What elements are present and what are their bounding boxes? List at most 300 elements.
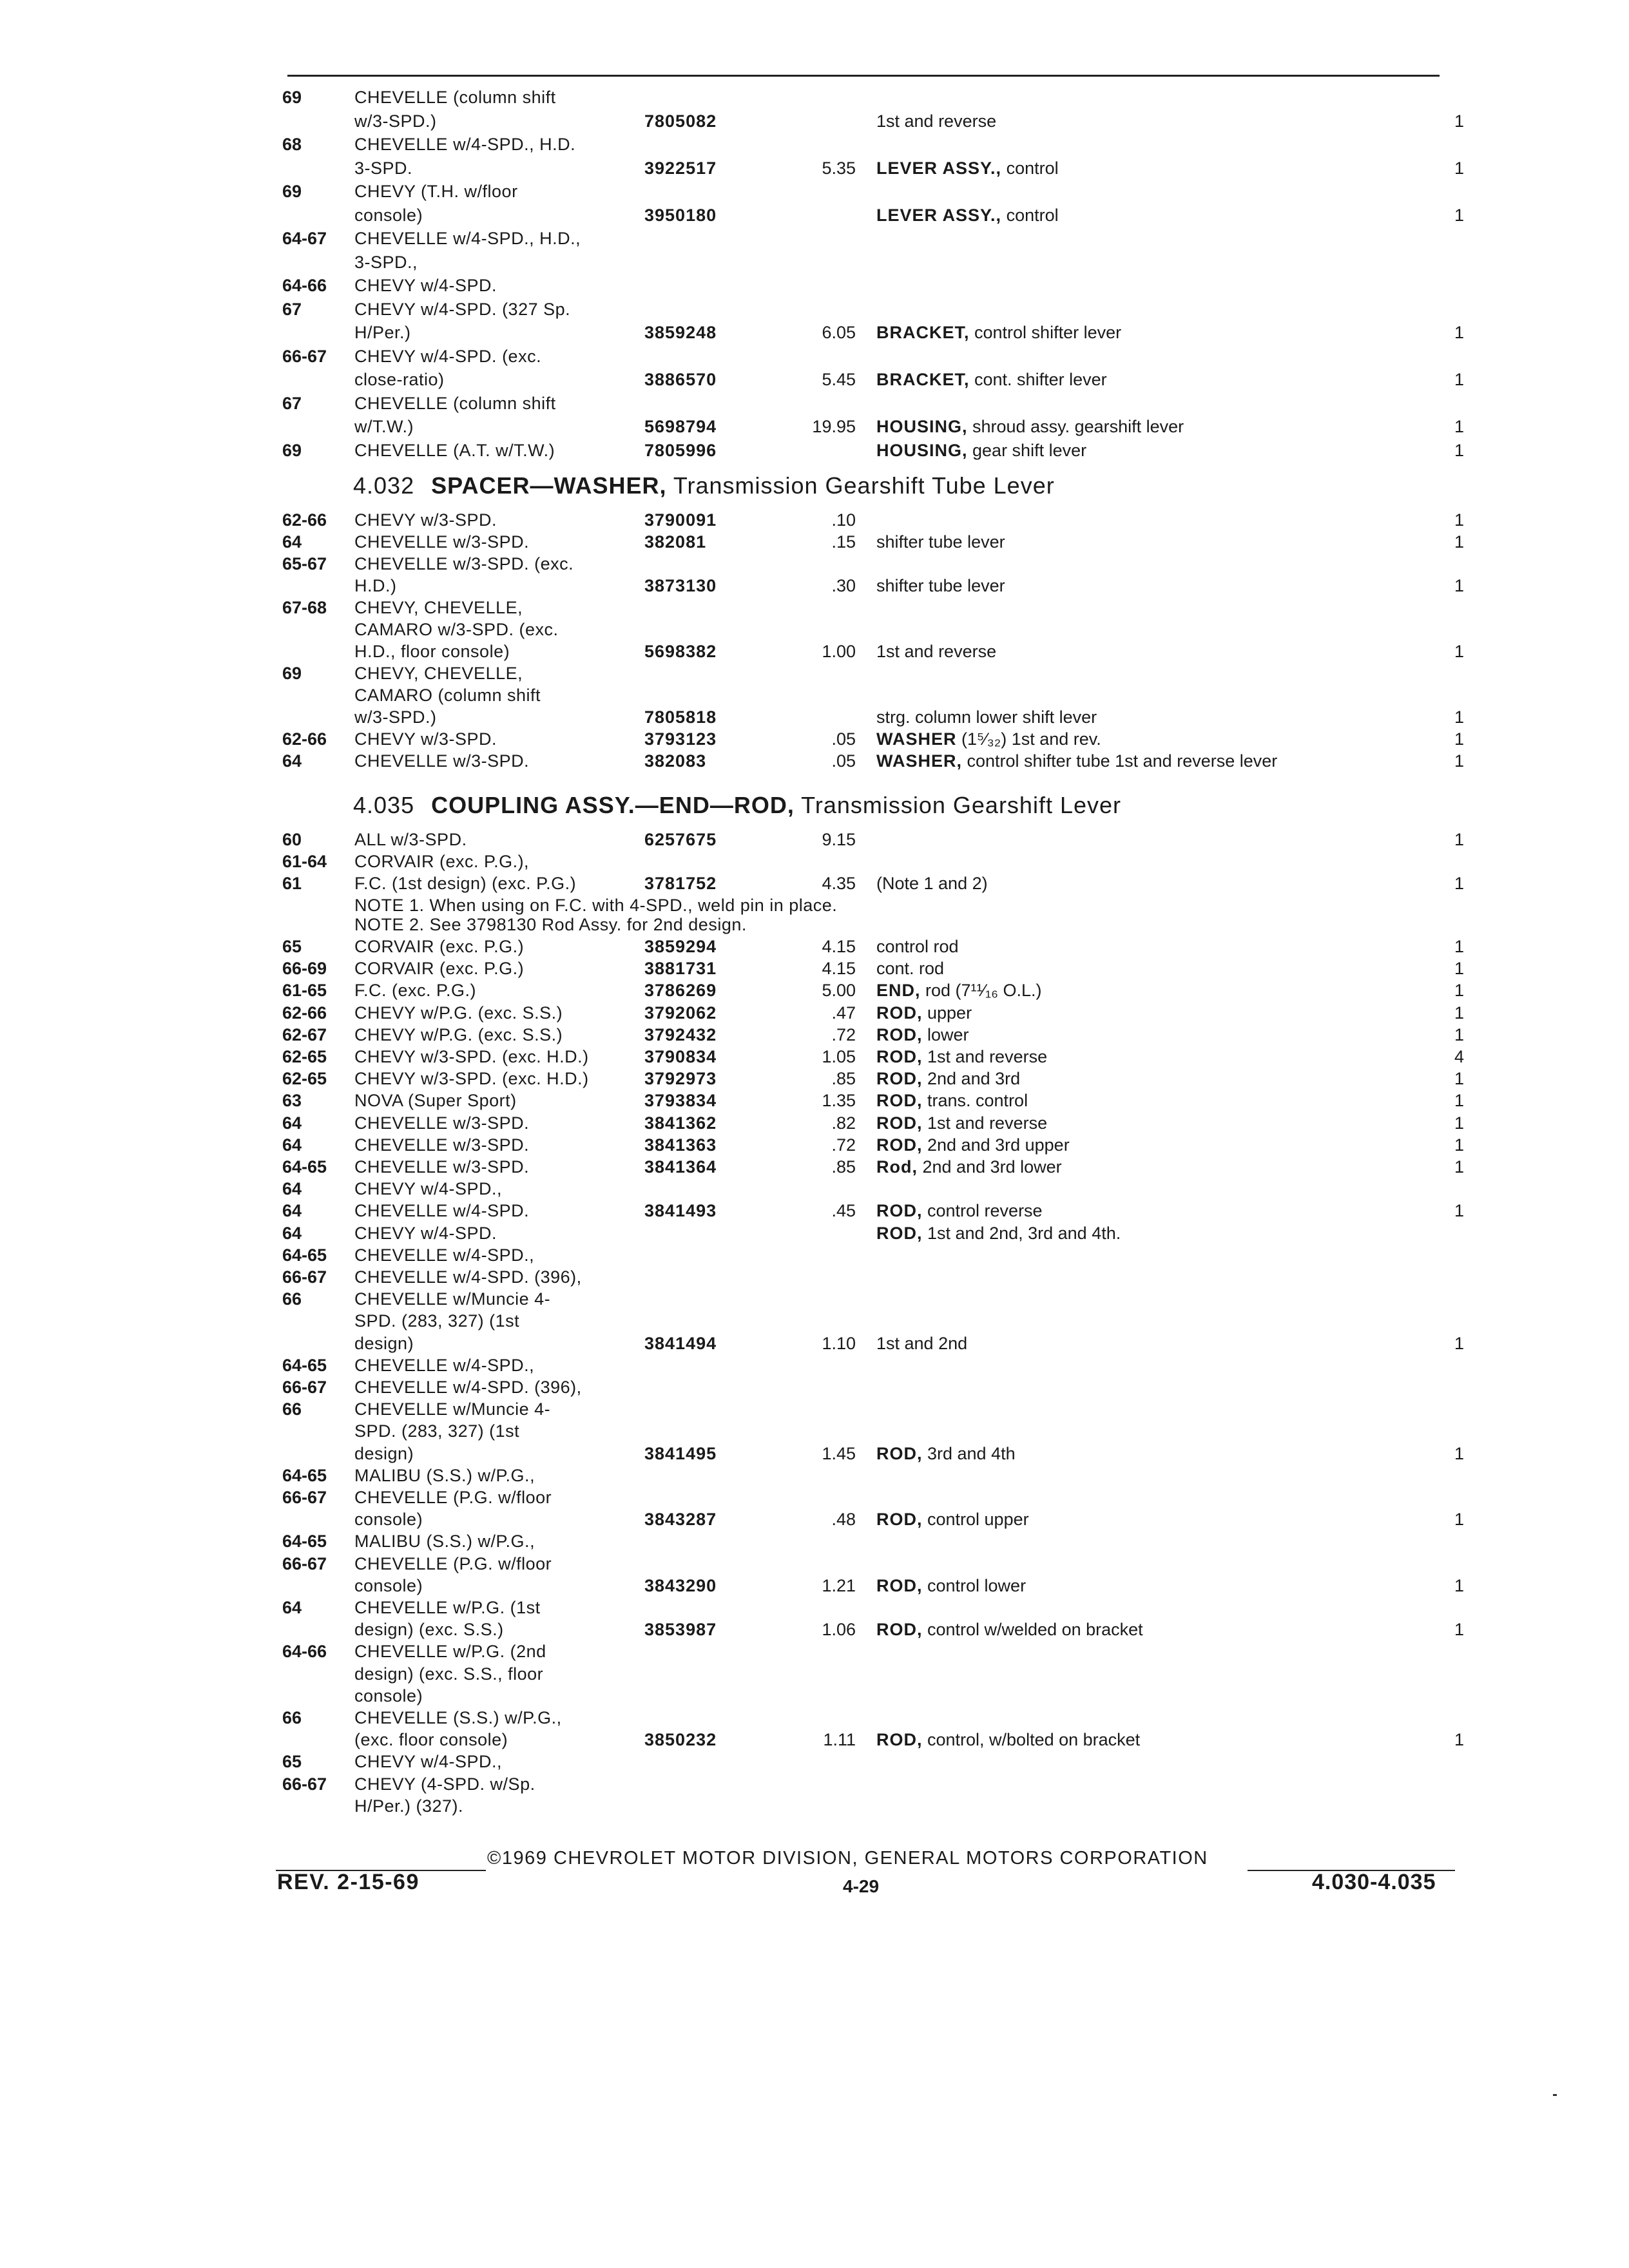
- table-row: [0, 1619, 1629, 1642]
- table-row: [0, 509, 1629, 532]
- quantity-cell: 1: [1454, 370, 1464, 389]
- description-keyword: ROD,: [876, 1201, 923, 1221]
- year-cell: 64-65: [282, 1157, 327, 1177]
- price-cell: .05: [831, 729, 856, 749]
- description-text: 3rd and 4th: [922, 1443, 1016, 1463]
- description-text: control: [1001, 158, 1059, 178]
- description-text: 1st and reverse: [876, 111, 997, 131]
- quantity-cell: 1: [1454, 1069, 1464, 1089]
- application-cell: CHEVY w/4-SPD.,: [354, 1179, 503, 1199]
- quantity-cell: 1: [1454, 1157, 1464, 1177]
- table-row: [0, 1663, 1629, 1686]
- application-cell: CHEVELLE w/3-SPD.: [354, 1157, 530, 1177]
- description-text: control w/welded on bracket: [922, 1620, 1143, 1640]
- table-row: [0, 1575, 1629, 1598]
- table-row: [0, 110, 1629, 133]
- table-row: [0, 274, 1629, 298]
- year-cell: 64: [282, 1598, 302, 1617]
- description-keyword: WASHER: [876, 729, 957, 749]
- description-cell: [876, 204, 1059, 226]
- description-cell: [876, 1443, 1016, 1465]
- table-row: [0, 1773, 1629, 1796]
- application-cell: CHEVELLE w/3-SPD. (exc.: [354, 554, 574, 573]
- description-cell: [876, 416, 1184, 437]
- description-cell: [876, 1068, 1020, 1090]
- table-row: [0, 345, 1629, 369]
- description-text: shifter tube lever: [876, 532, 1005, 552]
- description-text: control rod: [876, 937, 959, 956]
- description-text: control lower: [922, 1575, 1027, 1595]
- quantity-cell: 1: [1454, 1620, 1464, 1640]
- year-cell: 66-67: [282, 1488, 327, 1507]
- year-cell: 64-66: [282, 276, 327, 295]
- description-keyword: ROD,: [876, 1620, 923, 1640]
- price-cell: .85: [831, 1157, 856, 1177]
- application-cell: CHEVY (4-SPD. w/Sp.: [354, 1774, 535, 1794]
- description-text: control shifter tube 1st and reverse lever: [962, 751, 1278, 771]
- table-row: [0, 1112, 1629, 1135]
- description-cell: [876, 575, 1005, 597]
- description-keyword: ROD,: [876, 1510, 923, 1530]
- part-number-cell: 3843287: [644, 1510, 717, 1530]
- price-cell: 1.06: [822, 1620, 856, 1640]
- application-cell: CHEVELLE w/P.G. (1st: [354, 1598, 541, 1617]
- quantity-cell: 1: [1454, 729, 1464, 749]
- application-cell: w/3-SPD.): [354, 111, 437, 131]
- year-cell: 61-65: [282, 981, 327, 1001]
- table-row: [0, 1420, 1629, 1443]
- year-cell: 69: [282, 664, 302, 683]
- description-cell: [876, 957, 944, 979]
- application-cell: CHEVELLE w/4-SPD. (396),: [354, 1267, 582, 1287]
- note-1: NOTE 1. When using on F.C. with 4-SPD., weld pin in place.: [354, 896, 838, 915]
- year-cell: 67: [282, 299, 302, 319]
- table-row: [0, 1222, 1629, 1245]
- year-cell: 64-66: [282, 1642, 327, 1662]
- price-cell: 1.05: [822, 1047, 856, 1066]
- description-keyword: ROD,: [876, 1047, 923, 1066]
- year-cell: 64: [282, 1223, 302, 1243]
- description-text: shifter tube lever: [876, 576, 1005, 595]
- application-cell: F.C. (1st design) (exc. P.G.): [354, 874, 577, 893]
- table-row: [0, 298, 1629, 322]
- year-cell: 66: [282, 1399, 302, 1419]
- description-cell: [876, 1729, 1140, 1751]
- quantity-cell: 1: [1454, 576, 1464, 595]
- quantity-cell: 1: [1454, 959, 1464, 979]
- application-cell: CHEVELLE w/3-SPD.: [354, 751, 530, 771]
- part-number-cell: 3793123: [644, 729, 717, 749]
- year-cell: 62-66: [282, 510, 327, 530]
- application-cell: CHEVELLE w/Muncie 4-: [354, 1289, 551, 1309]
- table-row: [0, 1398, 1629, 1421]
- part-number-cell: 3853987: [644, 1620, 717, 1640]
- part-number-cell: 6257675: [644, 830, 717, 849]
- table-row: [0, 1068, 1629, 1091]
- footer-copyright: ©1969 CHEVROLET MOTOR DIVISION, GENERAL MOTORS CORPORATION: [487, 1848, 1208, 1869]
- table-row: [0, 1508, 1629, 1532]
- year-cell: 64-65: [282, 1355, 327, 1375]
- table-row: [0, 850, 1629, 874]
- part-number-cell: 7805082: [644, 111, 717, 131]
- application-cell: CHEVELLE w/4-SPD. (396),: [354, 1378, 582, 1397]
- table-row: [0, 251, 1629, 274]
- quantity-cell: 1: [1454, 1510, 1464, 1530]
- table-row: [0, 1002, 1629, 1025]
- application-cell: CHEVY w/4-SPD.: [354, 276, 497, 295]
- part-number-cell: 3859248: [644, 323, 717, 342]
- description-cell: [876, 936, 959, 957]
- description-text: control, w/bolted on bracket: [922, 1730, 1141, 1750]
- part-number-cell: 7805996: [644, 440, 717, 460]
- description-cell: [876, 1508, 1029, 1530]
- application-cell: H/Per.) (327).: [354, 1796, 464, 1816]
- year-cell: 64: [282, 1201, 302, 1221]
- year-cell: 65: [282, 1752, 302, 1772]
- quantity-cell: 1: [1454, 440, 1464, 460]
- year-cell: 66: [282, 1289, 302, 1309]
- quantity-cell: 1: [1454, 937, 1464, 956]
- top-rule: [287, 75, 1440, 77]
- table-row: [0, 1486, 1629, 1510]
- table-row: [0, 1156, 1629, 1179]
- description-keyword: ROD,: [876, 1443, 923, 1463]
- application-cell: CHEVELLE w/3-SPD.: [354, 1113, 530, 1133]
- application-cell: CHEVELLE w/Muncie 4-: [354, 1399, 551, 1419]
- year-cell: 68: [282, 135, 302, 154]
- year-cell: 66-67: [282, 346, 327, 366]
- description-text: 1st and reverse: [922, 1113, 1048, 1133]
- quantity-cell: 1: [1454, 1024, 1464, 1044]
- part-number-cell: 3841493: [644, 1201, 717, 1221]
- application-cell: CHEVELLE (S.S.) w/P.G.,: [354, 1708, 562, 1727]
- year-cell: 62-66: [282, 729, 327, 749]
- description-cell: [876, 1112, 1047, 1134]
- year-cell: 67: [282, 393, 302, 413]
- year-cell: 64: [282, 1135, 302, 1155]
- description-text: 1st and reverse: [922, 1047, 1048, 1066]
- table-row: [0, 1685, 1629, 1708]
- price-cell: .15: [831, 532, 856, 552]
- application-cell: 3-SPD.: [354, 158, 413, 178]
- quantity-cell: 1: [1454, 751, 1464, 771]
- quantity-cell: 1: [1454, 830, 1464, 849]
- description-text: control: [1001, 205, 1059, 225]
- description-keyword: ROD,: [876, 1024, 923, 1044]
- table-row: [0, 1266, 1629, 1289]
- application-cell: ALL w/3-SPD.: [354, 830, 467, 849]
- table-row: [0, 979, 1629, 1003]
- table-row: [0, 728, 1629, 751]
- table-row: [0, 227, 1629, 251]
- description-cell: [876, 322, 1121, 343]
- price-cell: 1.35: [822, 1091, 856, 1111]
- table-row: [0, 392, 1629, 416]
- part-number-cell: 3886570: [644, 370, 717, 389]
- application-cell: CHEVELLE w/4-SPD., H.D.: [354, 135, 576, 154]
- table-row: [0, 1376, 1629, 1399]
- application-cell: CHEVY w/P.G. (exc. S.S.): [354, 1003, 563, 1023]
- description-text: control upper: [922, 1510, 1029, 1530]
- price-cell: .48: [831, 1510, 856, 1530]
- application-cell: CHEVY w/3-SPD. (exc. H.D.): [354, 1069, 589, 1089]
- price-cell: 1.11: [823, 1730, 856, 1750]
- description-text: upper: [922, 1003, 972, 1023]
- description-text: 1st and reverse: [876, 642, 997, 661]
- part-number-cell: 3859294: [644, 937, 717, 956]
- note-2: NOTE 2. See 3798130 Rod Assy. for 2nd design.: [354, 915, 747, 934]
- table-row: [0, 86, 1629, 110]
- price-cell: 4.35: [822, 874, 856, 893]
- description-cell: [876, 1134, 1070, 1156]
- application-cell: CHEVY w/4-SPD.,: [354, 1752, 503, 1772]
- table-row: [0, 1729, 1629, 1752]
- application-cell: CHEVELLE (P.G. w/floor: [354, 1553, 552, 1573]
- year-cell: 62-67: [282, 1024, 327, 1044]
- quantity-cell: 1: [1454, 1443, 1464, 1463]
- year-cell: 69: [282, 88, 302, 107]
- price-cell: .10: [831, 510, 856, 530]
- application-cell: H.D.): [354, 576, 397, 595]
- table-row: [0, 575, 1629, 598]
- price-cell: 19.95: [812, 417, 856, 436]
- table-row: [0, 1024, 1629, 1047]
- description-cell: [876, 439, 1086, 461]
- description-text: 1st and 2nd, 3rd and 4th.: [922, 1223, 1121, 1243]
- year-cell: 65-67: [282, 554, 327, 573]
- year-cell: 60: [282, 830, 302, 849]
- application-cell: design): [354, 1443, 414, 1463]
- part-number-cell: 3792062: [644, 1003, 717, 1023]
- application-cell: w/3-SPD.): [354, 707, 437, 727]
- table-row: [0, 936, 1629, 959]
- part-number-cell: 3841495: [644, 1443, 717, 1463]
- application-cell: CHEVY w/4-SPD. (exc.: [354, 346, 542, 366]
- year-cell: 66-67: [282, 1267, 327, 1287]
- table-row: [0, 157, 1629, 180]
- part-number-cell: 3792432: [644, 1024, 717, 1044]
- price-cell: 5.35: [822, 158, 856, 178]
- section-heading-4035: [353, 791, 1121, 820]
- description-keyword: ROD,: [876, 1135, 923, 1155]
- application-cell: CHEVY w/P.G. (exc. S.S.): [354, 1024, 563, 1044]
- application-cell: SPD. (283, 327) (1st: [354, 1421, 520, 1441]
- application-cell: MALIBU (S.S.) w/P.G.,: [354, 1465, 535, 1485]
- description-text: cont. rod: [876, 959, 945, 979]
- application-cell: CHEVY (T.H. w/floor: [354, 182, 518, 201]
- part-number-cell: 3781752: [644, 874, 717, 893]
- description-cell: [876, 1332, 967, 1354]
- year-cell: 64-65: [282, 1532, 327, 1552]
- scan-speck: [1553, 2094, 1557, 2096]
- description-cell: [876, 110, 996, 132]
- application-cell: close-ratio): [354, 370, 445, 389]
- table-row: [0, 531, 1629, 554]
- application-cell: CAMARO (column shift: [354, 686, 541, 705]
- table-row: [0, 439, 1629, 463]
- price-cell: 1.00: [822, 642, 856, 661]
- year-cell: 64: [282, 751, 302, 771]
- description-cell: [876, 1002, 972, 1024]
- part-number-cell: 3793834: [644, 1091, 717, 1111]
- description-text: 2nd and 3rd: [922, 1069, 1021, 1089]
- table-row: [0, 1354, 1629, 1378]
- description-keyword: LEVER ASSY.,: [876, 205, 1002, 225]
- table-row: [0, 1244, 1629, 1267]
- price-cell: .72: [831, 1135, 856, 1155]
- quantity-cell: 1: [1454, 158, 1464, 178]
- quantity-cell: 1: [1454, 323, 1464, 342]
- description-keyword: ROD,: [876, 1003, 923, 1023]
- description-cell: [876, 369, 1107, 390]
- description-cell: [876, 1090, 1028, 1111]
- quantity-cell: 1: [1454, 1135, 1464, 1155]
- description-cell: [876, 706, 1097, 728]
- application-cell: design): [354, 1333, 414, 1353]
- year-cell: 62-65: [282, 1069, 327, 1089]
- table-row: [0, 597, 1629, 620]
- year-cell: 66: [282, 1708, 302, 1727]
- description-cell: [876, 531, 1005, 553]
- part-number-cell: 3881731: [644, 959, 717, 979]
- description-cell: [876, 1156, 1062, 1178]
- table-row: [0, 322, 1629, 345]
- table-row: [0, 1288, 1629, 1311]
- table-row: [0, 1178, 1629, 1201]
- year-cell: 62-66: [282, 1003, 327, 1023]
- section-heading-4032: [353, 472, 1055, 500]
- description-keyword: ROD,: [876, 1091, 923, 1111]
- year-cell: 65: [282, 937, 302, 956]
- price-cell: .30: [831, 576, 856, 595]
- quantity-cell: 1: [1454, 1091, 1464, 1111]
- application-cell: MALIBU (S.S.) w/P.G.,: [354, 1532, 535, 1552]
- application-cell: CORVAIR (exc. P.G.): [354, 937, 525, 956]
- application-cell: (exc. floor console): [354, 1730, 508, 1750]
- section-key: COUPLING ASSY.—END—ROD,: [431, 792, 795, 818]
- price-cell: 1.45: [822, 1443, 856, 1463]
- part-number-cell: 382083: [644, 751, 707, 771]
- part-number-cell: 3950180: [644, 205, 717, 225]
- application-cell: CHEVELLE w/4-SPD.,: [354, 1355, 535, 1375]
- footer-page-number: 4-29: [843, 1876, 880, 1896]
- application-cell: console): [354, 1575, 423, 1595]
- table-row: [0, 662, 1629, 686]
- quantity-cell: 1: [1454, 981, 1464, 1001]
- description-text: control shifter lever: [969, 323, 1122, 342]
- part-number-cell: 5698382: [644, 642, 717, 661]
- year-cell: 64: [282, 1113, 302, 1133]
- year-cell: 64-67: [282, 229, 327, 248]
- table-row: [0, 1465, 1629, 1488]
- application-cell: SPD. (283, 327) (1st: [354, 1311, 520, 1331]
- price-cell: 5.00: [822, 981, 856, 1001]
- year-cell: 67-68: [282, 598, 327, 617]
- description-cell: [876, 750, 1277, 772]
- table-row: [0, 1090, 1629, 1113]
- description-keyword: WASHER,: [876, 751, 963, 771]
- description-keyword: ROD,: [876, 1113, 923, 1133]
- application-cell: CHEVY, CHEVELLE,: [354, 598, 523, 617]
- quantity-cell: 1: [1454, 417, 1464, 436]
- part-number-cell: 3792973: [644, 1069, 717, 1089]
- application-cell: console): [354, 1686, 423, 1706]
- year-cell: 61: [282, 874, 302, 893]
- table-row: [0, 640, 1629, 664]
- table-row: [0, 1707, 1629, 1730]
- part-number-cell: 3841362: [644, 1113, 717, 1133]
- quantity-cell: 1: [1454, 1730, 1464, 1750]
- table-row: [0, 706, 1629, 729]
- description-cell: [876, 872, 988, 894]
- table-row: [0, 1597, 1629, 1620]
- application-cell: CHEVELLE w/4-SPD., H.D.,: [354, 229, 581, 248]
- year-cell: 66-69: [282, 959, 327, 979]
- price-cell: .05: [831, 751, 856, 771]
- quantity-cell: 1: [1454, 707, 1464, 727]
- year-cell: 69: [282, 182, 302, 201]
- part-number-cell: 3873130: [644, 576, 717, 595]
- quantity-cell: 1: [1454, 642, 1464, 661]
- table-row: [0, 553, 1629, 576]
- year-cell: 64: [282, 532, 302, 552]
- price-cell: .85: [831, 1069, 856, 1089]
- quantity-cell: 1: [1454, 874, 1464, 893]
- application-cell: CHEVY w/4-SPD. (327 Sp.: [354, 299, 571, 319]
- part-number-cell: 5698794: [644, 417, 717, 436]
- application-cell: CHEVY w/3-SPD. (exc. H.D.): [354, 1047, 589, 1066]
- application-cell: CHEVELLE (column shift: [354, 88, 556, 107]
- part-number-cell: 3790834: [644, 1047, 717, 1066]
- description-text: trans. control: [922, 1091, 1028, 1111]
- section-title: Transmission Gearshift Tube Lever: [666, 472, 1055, 499]
- quantity-cell: 1: [1454, 510, 1464, 530]
- table-row: [0, 1553, 1629, 1576]
- application-cell: CORVAIR (exc. P.G.),: [354, 852, 530, 871]
- description-keyword: HOUSING,: [876, 417, 968, 436]
- description-keyword: ROD,: [876, 1223, 923, 1243]
- table-row: [0, 1046, 1629, 1069]
- description-text: (1⁵⁄₃₂) 1st and rev.: [956, 729, 1101, 749]
- application-cell: CHEVELLE (column shift: [354, 393, 556, 413]
- price-cell: 1.10: [822, 1333, 856, 1353]
- part-number-cell: 3843290: [644, 1575, 717, 1595]
- application-cell: 3-SPD.,: [354, 252, 418, 272]
- application-cell: CHEVY w/3-SPD.: [354, 510, 497, 530]
- application-cell: CHEVELLE w/4-SPD.,: [354, 1245, 535, 1265]
- price-cell: .82: [831, 1113, 856, 1133]
- table-row: [0, 204, 1629, 227]
- part-number-cell: 3841494: [644, 1333, 717, 1353]
- description-keyword: ROD,: [876, 1730, 923, 1750]
- footer-revision: REV. 2-15-69: [277, 1870, 419, 1894]
- description-cell: [876, 1024, 969, 1046]
- price-cell: 9.15: [822, 830, 856, 849]
- price-cell: 4.15: [822, 959, 856, 979]
- description-cell: [876, 1222, 1121, 1244]
- quantity-cell: 1: [1454, 532, 1464, 552]
- part-number-cell: 382081: [644, 532, 707, 552]
- year-cell: 62-65: [282, 1047, 327, 1066]
- application-cell: console): [354, 205, 423, 225]
- quantity-cell: 4: [1454, 1047, 1464, 1066]
- table-row: [0, 1200, 1629, 1223]
- table-row: [0, 829, 1629, 852]
- application-cell: CHEVELLE w/4-SPD.: [354, 1201, 530, 1221]
- description-text: rod (7¹¹⁄₁₆ O.L.): [920, 981, 1042, 1001]
- application-cell: H/Per.): [354, 323, 411, 342]
- section-number: 4.032: [353, 472, 415, 499]
